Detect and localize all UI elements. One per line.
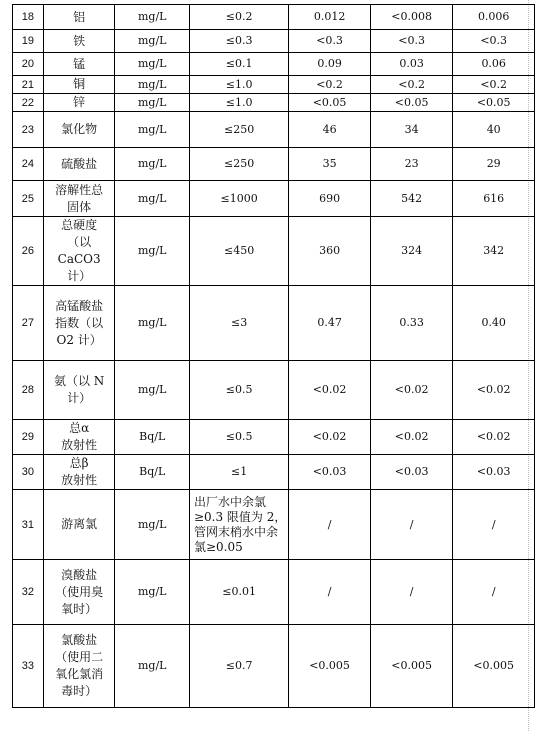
item-name-cell bbox=[43, 490, 115, 560]
item-value-3: / bbox=[491, 585, 496, 598]
item-value-2: 542 bbox=[401, 191, 423, 205]
item-name-cell bbox=[43, 217, 115, 286]
item-limit: ≤0.2 bbox=[225, 10, 253, 23]
item-name: 总α 放射性 bbox=[61, 421, 98, 452]
item-unit-cell bbox=[115, 94, 189, 112]
item-value-3-cell bbox=[453, 455, 535, 490]
item-value-1: 0.47 bbox=[317, 316, 342, 329]
item-limit: ≤1.0 bbox=[225, 77, 253, 91]
item-value-2-cell bbox=[370, 181, 453, 217]
table-row bbox=[13, 76, 535, 94]
item-name-cell bbox=[43, 112, 115, 148]
item-limit-cell bbox=[189, 94, 288, 112]
item-value-2-cell bbox=[370, 5, 453, 30]
item-number-cell bbox=[13, 625, 44, 708]
item-value-1-cell bbox=[289, 181, 371, 217]
item-limit-cell bbox=[189, 181, 288, 217]
item-value-2: 0.03 bbox=[399, 57, 424, 70]
item-name-cell bbox=[43, 94, 115, 112]
table-row bbox=[13, 181, 535, 217]
item-number: 32 bbox=[21, 586, 35, 598]
item-unit: mg/L bbox=[137, 659, 167, 672]
item-unit-cell bbox=[115, 286, 189, 361]
item-number: 31 bbox=[21, 518, 35, 531]
item-unit: Bq/L bbox=[139, 465, 166, 478]
item-name-cell bbox=[43, 625, 115, 708]
item-unit: mg/L bbox=[137, 157, 167, 170]
item-name: 锌 bbox=[73, 95, 86, 109]
item-unit-cell bbox=[115, 217, 189, 286]
item-value-1-cell bbox=[289, 490, 371, 560]
table-row bbox=[13, 420, 535, 455]
item-limit-cell bbox=[189, 76, 288, 94]
item-unit-cell bbox=[115, 455, 189, 490]
item-value-3-cell bbox=[453, 217, 535, 286]
item-value-2-cell bbox=[370, 217, 453, 286]
item-number-cell bbox=[13, 148, 44, 181]
table-row bbox=[13, 490, 535, 560]
item-limit: ≤3 bbox=[231, 316, 248, 329]
item-value-3-cell bbox=[453, 53, 535, 76]
item-unit: mg/L bbox=[137, 383, 167, 396]
item-value-1-cell bbox=[289, 76, 371, 94]
item-value-1: 690 bbox=[319, 191, 341, 205]
item-unit: Bq/L bbox=[139, 430, 166, 443]
item-unit-cell bbox=[115, 361, 189, 420]
item-unit-cell bbox=[115, 625, 189, 708]
item-number: 27 bbox=[21, 317, 35, 329]
item-value-3-cell bbox=[453, 560, 535, 625]
table-row bbox=[13, 112, 535, 148]
item-name-cell bbox=[43, 5, 115, 30]
item-number: 19 bbox=[21, 35, 35, 47]
item-limit-cell bbox=[189, 625, 288, 708]
item-value-2: / bbox=[409, 585, 414, 598]
item-number-cell bbox=[13, 30, 44, 53]
item-name: 锰 bbox=[73, 56, 86, 71]
item-limit: ≤0.5 bbox=[225, 430, 253, 443]
item-limit-cell bbox=[189, 5, 288, 30]
item-value-3: 616 bbox=[483, 191, 505, 205]
item-limit: ≤0.3 bbox=[225, 34, 253, 47]
item-unit: mg/L bbox=[137, 122, 167, 136]
item-unit: mg/L bbox=[137, 95, 167, 109]
item-value-1: <0.005 bbox=[309, 659, 350, 672]
item-value-2: <0.008 bbox=[391, 10, 432, 23]
item-value-3: <0.02 bbox=[476, 383, 511, 396]
item-value-3: 0.40 bbox=[481, 316, 506, 329]
water-quality-table bbox=[12, 4, 535, 708]
item-unit: mg/L bbox=[137, 585, 167, 598]
item-value-1: 0.012 bbox=[313, 10, 346, 23]
item-unit: mg/L bbox=[137, 77, 167, 91]
item-number: 22 bbox=[21, 96, 35, 109]
item-name: 氯酸盐 （使用二 氧化氯消 毒时） bbox=[55, 633, 104, 698]
item-value-2-cell bbox=[370, 76, 453, 94]
item-value-3-cell bbox=[453, 5, 535, 30]
item-name: 氯化物 bbox=[61, 122, 98, 136]
item-value-2-cell bbox=[370, 53, 453, 76]
item-limit-cell bbox=[189, 148, 288, 181]
item-number: 20 bbox=[21, 58, 35, 70]
item-name: 硫酸盐 bbox=[61, 156, 98, 171]
table-row bbox=[13, 286, 535, 361]
item-value-1: <0.02 bbox=[312, 383, 347, 396]
item-value-3: 29 bbox=[486, 157, 501, 170]
item-value-2: 23 bbox=[404, 157, 419, 170]
item-limit: ≤1 bbox=[231, 465, 248, 478]
item-value-3: <0.03 bbox=[476, 465, 511, 478]
item-value-2: 34 bbox=[404, 122, 419, 136]
item-unit: mg/L bbox=[137, 34, 167, 47]
item-limit: ≤450 bbox=[224, 244, 255, 257]
table-row bbox=[13, 94, 535, 112]
item-number-cell bbox=[13, 490, 44, 560]
item-value-1-cell bbox=[289, 30, 371, 53]
item-value-3: <0.2 bbox=[480, 77, 508, 91]
item-value-1-cell bbox=[289, 5, 371, 30]
item-name: 溶解性总 固体 bbox=[55, 182, 104, 214]
item-value-3: 342 bbox=[483, 244, 505, 257]
item-value-1: 0.09 bbox=[317, 57, 342, 70]
item-unit-cell bbox=[115, 5, 189, 30]
item-value-2: <0.03 bbox=[394, 465, 429, 478]
item-value-3-cell bbox=[453, 94, 535, 112]
item-unit: mg/L bbox=[137, 10, 167, 23]
table-row bbox=[13, 455, 535, 490]
item-limit-cell bbox=[189, 112, 288, 148]
item-unit: mg/L bbox=[137, 316, 167, 329]
item-limit: ≤1000 bbox=[220, 191, 258, 205]
item-number-cell bbox=[13, 76, 44, 94]
item-value-3: <0.3 bbox=[480, 34, 508, 47]
item-value-3-cell bbox=[453, 286, 535, 361]
item-number: 33 bbox=[21, 660, 35, 672]
item-number: 23 bbox=[21, 123, 35, 136]
item-value-2-cell bbox=[370, 30, 453, 53]
item-value-2-cell bbox=[370, 148, 453, 181]
item-value-3: <0.02 bbox=[476, 430, 511, 443]
item-value-3-cell bbox=[453, 420, 535, 455]
item-unit: mg/L bbox=[137, 191, 167, 205]
table-row bbox=[13, 5, 535, 30]
item-value-2-cell bbox=[370, 490, 453, 560]
item-value-2-cell bbox=[370, 361, 453, 420]
item-limit: ≤250 bbox=[224, 157, 255, 170]
item-number-cell bbox=[13, 217, 44, 286]
item-value-1-cell bbox=[289, 217, 371, 286]
table-row bbox=[13, 217, 535, 286]
item-value-1-cell bbox=[289, 286, 371, 361]
item-limit: ≤0.1 bbox=[225, 57, 253, 70]
item-value-3: <0.05 bbox=[476, 95, 511, 109]
item-value-3-cell bbox=[453, 76, 535, 94]
item-name: 铝 bbox=[73, 9, 86, 24]
table-row bbox=[13, 30, 535, 53]
item-value-1: 46 bbox=[322, 122, 337, 136]
item-name-cell bbox=[43, 286, 115, 361]
item-limit-cell bbox=[189, 30, 288, 53]
item-value-2-cell bbox=[370, 112, 453, 148]
item-limit: ≤0.01 bbox=[222, 585, 256, 598]
item-unit: mg/L bbox=[137, 244, 167, 257]
item-name: 铁 bbox=[73, 33, 86, 48]
item-value-2: 324 bbox=[401, 244, 423, 257]
item-number: 21 bbox=[21, 78, 35, 91]
item-value-1: <0.03 bbox=[312, 465, 347, 478]
item-value-1-cell bbox=[289, 625, 371, 708]
item-value-1: 360 bbox=[319, 244, 341, 257]
item-name: 溴酸盐 （使用臭 氧时） bbox=[55, 567, 104, 616]
item-name: 总硬度 （以 CaCO3 计） bbox=[57, 218, 101, 283]
item-number-cell bbox=[13, 53, 44, 76]
item-value-3: 0.06 bbox=[481, 57, 506, 70]
item-value-2-cell bbox=[370, 286, 453, 361]
item-value-1: <0.05 bbox=[312, 95, 347, 109]
item-name: 游离氯 bbox=[61, 517, 98, 531]
item-value-1: <0.3 bbox=[316, 34, 343, 47]
item-number-cell bbox=[13, 112, 44, 148]
item-value-2-cell bbox=[370, 560, 453, 625]
item-number-cell bbox=[13, 94, 44, 112]
item-value-2-cell bbox=[370, 455, 453, 490]
table-row bbox=[13, 53, 535, 76]
item-limit-cell bbox=[189, 455, 288, 490]
item-number: 18 bbox=[21, 11, 35, 23]
table-row bbox=[13, 560, 535, 625]
item-value-2-cell bbox=[370, 625, 453, 708]
item-number: 28 bbox=[21, 384, 35, 396]
item-value-2: <0.3 bbox=[398, 34, 425, 47]
item-value-3: / bbox=[491, 517, 496, 531]
item-name-cell bbox=[43, 455, 115, 490]
item-value-2-cell bbox=[370, 94, 453, 112]
item-value-3-cell bbox=[453, 361, 535, 420]
item-number: 30 bbox=[21, 466, 35, 478]
item-name-cell bbox=[43, 181, 115, 217]
item-value-3-cell bbox=[453, 625, 535, 708]
item-value-2: <0.02 bbox=[394, 383, 429, 396]
item-unit-cell bbox=[115, 181, 189, 217]
item-value-1: <0.02 bbox=[312, 430, 347, 443]
item-unit-cell bbox=[115, 76, 189, 94]
item-name-cell bbox=[43, 30, 115, 53]
item-limit-cell bbox=[189, 560, 288, 625]
item-value-2: 0.33 bbox=[399, 316, 424, 329]
item-value-3-cell bbox=[453, 148, 535, 181]
item-value-3: 0.006 bbox=[477, 10, 510, 23]
item-value-1-cell bbox=[289, 148, 371, 181]
table-row bbox=[13, 625, 535, 708]
item-value-1: <0.2 bbox=[316, 77, 343, 91]
item-unit: mg/L bbox=[137, 517, 167, 531]
item-number-cell bbox=[13, 361, 44, 420]
item-value-3-cell bbox=[453, 112, 535, 148]
item-unit: mg/L bbox=[137, 57, 167, 70]
item-value-1-cell bbox=[289, 560, 371, 625]
item-value-2: <0.2 bbox=[398, 77, 425, 91]
item-limit: 出厂水中余氯 ≥0.3 限值为 2， 管网末梢水中余 氯≥0.05 bbox=[193, 494, 287, 554]
item-name: 氨（以 N 计） bbox=[53, 374, 105, 405]
item-unit-cell bbox=[115, 560, 189, 625]
item-name: 铜 bbox=[73, 77, 86, 91]
item-limit-cell bbox=[189, 490, 288, 560]
item-limit: ≤0.7 bbox=[225, 659, 253, 672]
item-name: 高锰酸盐 指数（以 O2 计） bbox=[55, 298, 104, 347]
item-number: 26 bbox=[21, 245, 35, 257]
item-name-cell bbox=[43, 148, 115, 181]
item-value-2: <0.02 bbox=[394, 430, 429, 443]
item-value-2: <0.05 bbox=[394, 95, 429, 109]
item-name-cell bbox=[43, 76, 115, 94]
item-value-2: / bbox=[409, 517, 414, 531]
item-limit: ≤1.0 bbox=[225, 95, 253, 109]
item-value-3-cell bbox=[453, 181, 535, 217]
item-unit-cell bbox=[115, 53, 189, 76]
item-number-cell bbox=[13, 560, 44, 625]
item-value-1-cell bbox=[289, 112, 371, 148]
item-name-cell bbox=[43, 361, 115, 420]
item-value-1-cell bbox=[289, 53, 371, 76]
item-number: 25 bbox=[21, 192, 35, 205]
item-number-cell bbox=[13, 5, 44, 30]
item-value-3-cell bbox=[453, 30, 535, 53]
item-value-1: / bbox=[327, 517, 332, 531]
item-limit: ≤250 bbox=[224, 122, 255, 136]
item-value-2: <0.005 bbox=[391, 659, 432, 672]
item-limit-cell bbox=[189, 420, 288, 455]
item-value-1-cell bbox=[289, 420, 371, 455]
item-name-cell bbox=[43, 53, 115, 76]
item-limit-cell bbox=[189, 286, 288, 361]
item-name-cell bbox=[43, 420, 115, 455]
item-limit-cell bbox=[189, 53, 288, 76]
item-name: 总β 放射性 bbox=[61, 456, 98, 487]
table-row bbox=[13, 361, 535, 420]
item-number: 24 bbox=[21, 158, 35, 170]
item-value-2-cell bbox=[370, 420, 453, 455]
item-number: 29 bbox=[21, 431, 35, 443]
item-unit-cell bbox=[115, 490, 189, 560]
item-unit-cell bbox=[115, 30, 189, 53]
item-value-1-cell bbox=[289, 361, 371, 420]
item-number-cell bbox=[13, 420, 44, 455]
item-limit-cell bbox=[189, 217, 288, 286]
item-value-1-cell bbox=[289, 455, 371, 490]
item-value-3: <0.005 bbox=[473, 659, 515, 672]
item-unit-cell bbox=[115, 112, 189, 148]
item-number-cell bbox=[13, 286, 44, 361]
item-number-cell bbox=[13, 455, 44, 490]
item-unit-cell bbox=[115, 148, 189, 181]
item-value-3: 40 bbox=[486, 122, 501, 136]
item-number-cell bbox=[13, 181, 44, 217]
item-limit-cell bbox=[189, 361, 288, 420]
item-value-1: 35 bbox=[322, 157, 337, 170]
item-value-1: / bbox=[327, 585, 332, 598]
item-value-1-cell bbox=[289, 94, 371, 112]
item-limit: ≤0.5 bbox=[225, 383, 253, 396]
item-value-3-cell bbox=[453, 490, 535, 560]
table-row bbox=[13, 148, 535, 181]
item-unit-cell bbox=[115, 420, 189, 455]
item-name-cell bbox=[43, 560, 115, 625]
